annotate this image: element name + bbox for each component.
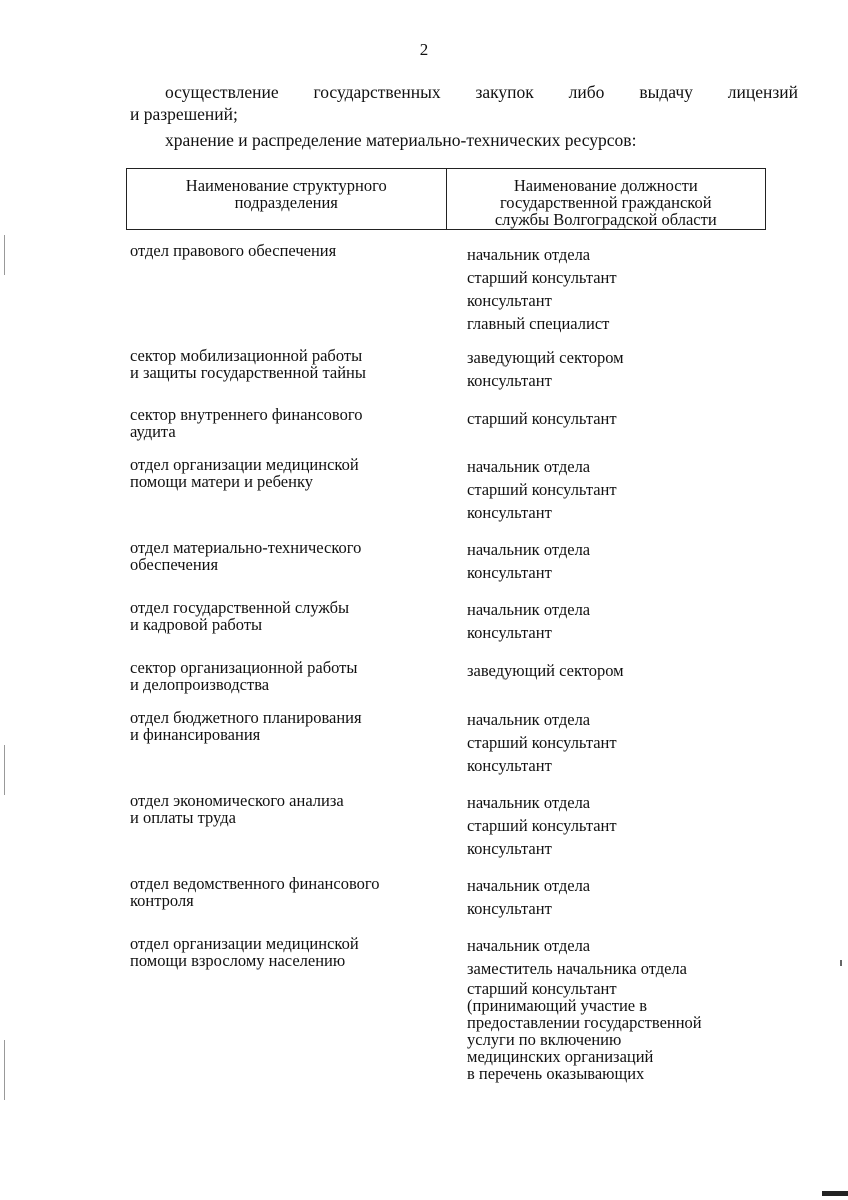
position-title: старший консультант <box>467 409 617 428</box>
position-list <box>467 659 767 682</box>
department-line: сектор внутреннего финансового <box>130 405 363 424</box>
position-list <box>467 538 767 584</box>
position-title: консультант <box>467 563 552 582</box>
department-line: отдел ведомственного финансового <box>130 874 380 893</box>
position-title: консультант <box>467 371 552 390</box>
position-title: начальник отдела <box>467 600 591 619</box>
position-list <box>467 791 767 860</box>
department-line: помощи матери и ребенку <box>130 472 313 491</box>
position-list <box>467 598 767 644</box>
table-header <box>126 168 766 230</box>
department-line: сектор организационной работы <box>130 658 358 677</box>
department-line: и оплаты труда <box>130 808 236 827</box>
position-title: старший консультант <box>467 816 617 835</box>
position-list <box>467 874 767 920</box>
position-title: заведующий сектором <box>467 348 624 367</box>
page-number: 2 <box>419 40 429 59</box>
paragraph-procurement: осуществление государственных закупок либо выдачу лицензий <box>165 82 798 102</box>
position-title: заместитель начальника отдела <box>467 959 687 978</box>
position-title: старший консультант <box>467 733 617 752</box>
department-name <box>130 406 440 440</box>
header-line: подразделения <box>234 193 338 212</box>
department-line: отдел организации медицинской <box>130 455 359 474</box>
position-list <box>467 708 767 777</box>
position-title: консультант <box>467 899 552 918</box>
department-line: обеспечения <box>130 555 219 574</box>
position-title: начальник отдела <box>467 793 591 812</box>
position-title: старший консультант <box>467 480 617 499</box>
position-title: в перечень оказывающих <box>467 1064 645 1083</box>
position-title: начальник отдела <box>467 710 591 729</box>
position-list <box>467 243 767 335</box>
scan-dot-mark <box>840 960 842 966</box>
position-title: медицинских организаций <box>467 1047 654 1066</box>
position-title: предоставлении государственной <box>467 1013 702 1032</box>
position-title: начальник отдела <box>467 876 591 895</box>
header-line: службы Волгоградской области <box>494 210 717 229</box>
scan-corner-mark <box>822 1191 848 1196</box>
position-title: старший консультант <box>467 268 617 287</box>
department-name <box>130 875 440 909</box>
position-title: консультант <box>467 756 552 775</box>
position-list <box>467 934 767 1082</box>
department-line: и делопроизводства <box>130 675 270 694</box>
department-line: контроля <box>130 891 194 910</box>
department-name <box>130 242 440 259</box>
header-structural-unit <box>127 169 447 229</box>
header-position-title <box>447 169 766 229</box>
department-line: отдел государственной службы <box>130 598 350 617</box>
paragraph-procurement-continued: и разрешений; <box>130 104 238 124</box>
header-line: государственной гражданской <box>499 193 712 212</box>
department-line: и финансирования <box>130 725 261 744</box>
position-list <box>467 455 767 524</box>
department-name <box>130 659 440 693</box>
department-name <box>130 709 440 743</box>
position-title: начальник отдела <box>467 457 591 476</box>
department-line: и кадровой работы <box>130 615 263 634</box>
position-title: консультант <box>467 291 552 310</box>
department-line: сектор мобилизационной работы <box>130 346 363 365</box>
position-title: начальник отдела <box>467 936 591 955</box>
department-name <box>130 599 440 633</box>
position-list <box>467 346 767 392</box>
position-title: старший консультант <box>467 979 617 998</box>
scan-margin-mark <box>4 745 5 795</box>
position-title: главный специалист <box>467 314 610 333</box>
department-name <box>130 456 440 490</box>
position-title: (принимающий участие в <box>467 996 648 1015</box>
scan-margin-mark <box>4 1040 5 1100</box>
department-line: помощи взрослому населению <box>130 951 346 970</box>
department-line: аудита <box>130 422 176 441</box>
position-title: заведующий сектором <box>467 661 624 680</box>
position-title: консультант <box>467 839 552 858</box>
position-title: начальник отдела <box>467 245 591 264</box>
position-list <box>467 407 767 430</box>
position-title: консультант <box>467 623 552 642</box>
header-line: Наименование структурного <box>185 176 387 195</box>
department-name <box>130 792 440 826</box>
department-line: отдел материально-технического <box>130 538 362 557</box>
department-line: отдел бюджетного планирования <box>130 708 362 727</box>
header-line: Наименование должности <box>513 176 698 195</box>
paragraph-storage-resources: хранение и распределение материально-технических ресурсов: <box>165 130 637 150</box>
position-title: консультант <box>467 503 552 522</box>
position-title: услуги по включению <box>467 1030 622 1049</box>
department-line: и защиты государственной тайны <box>130 363 366 382</box>
department-name <box>130 539 440 573</box>
position-title: начальник отдела <box>467 540 591 559</box>
department-name <box>130 935 440 969</box>
department-line: отдел организации медицинской <box>130 934 359 953</box>
scan-margin-mark <box>4 235 5 275</box>
department-line: отдел экономического анализа <box>130 791 344 810</box>
department-name <box>130 347 440 381</box>
department-line: отдел правового обеспечения <box>130 241 337 260</box>
